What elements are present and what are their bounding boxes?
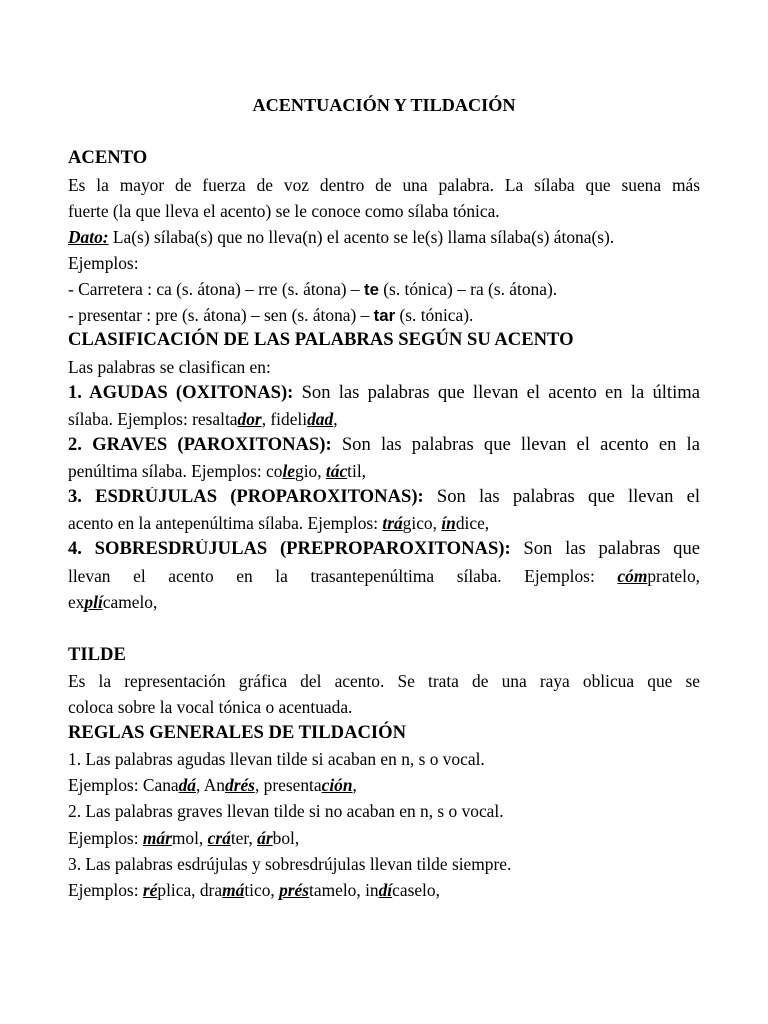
section-heading-tilde: TILDE — [68, 644, 126, 665]
section-heading-reglas: REGLAS GENERALES DE TILDACIÓN — [68, 722, 407, 743]
esdrujulas-label: 3. ESDRÚJULAS (PROPAROXITONAS): — [68, 487, 424, 507]
graves-line-1 — [68, 435, 700, 455]
agudas-text: Son las palabras que llevan el acento en la última — [293, 383, 700, 403]
dato-label: Dato: — [68, 227, 109, 247]
rule-1-examples — [68, 775, 357, 795]
tonic-syllable: tar — [373, 306, 396, 325]
sobresdrujulas-line-3 — [68, 592, 157, 612]
tilde-definition-line-2: coloca sobre la vocal tónica o acentuada. — [68, 697, 353, 717]
agudas-line-1 — [68, 383, 700, 403]
sobresdrujulas-text: Son las palabras que — [510, 539, 700, 559]
rule-2: 2. Las palabras graves llevan tilde si no acaban en n, s o vocal. — [68, 801, 504, 821]
tonic-syllable: ár — [257, 828, 273, 848]
rule-3-examples — [68, 880, 440, 900]
rule-example-text: , — [352, 775, 357, 795]
tonic-syllable: ín — [441, 513, 456, 533]
rule-example-text: tico, — [244, 880, 280, 900]
tilde-definition-line-1: Es la representación gráfica del acento. Se trata de una raya oblicua que se — [68, 671, 700, 691]
graves-label: 2. GRAVES (PAROXITONAS): — [68, 435, 332, 455]
sobresdrujulas-text: llevan el acento en la trasantepenúltima sílaba. Ejemplos: — [68, 566, 618, 586]
tonic-syllable: te — [363, 280, 379, 299]
dato-text: La(s) sílaba(s) que no lleva(n) el acento se le(s) llama sílaba(s) átona(s). — [108, 227, 615, 247]
example-text: - presentar : pre (s. átona) – sen (s. átona) – — [68, 305, 374, 325]
tonic-syllable: drés — [225, 775, 255, 795]
clasificacion-intro: Las palabras se clasifican en: — [68, 357, 271, 377]
rule-example-text: Ejemplos: Cana — [68, 775, 179, 795]
agudas-text: , — [333, 409, 338, 429]
dato-note — [68, 227, 614, 247]
agudas-label: 1. AGUDAS (OXITONAS): — [68, 383, 294, 403]
agudas-line-2 — [68, 409, 338, 429]
esdrujulas-text: gico, — [402, 513, 442, 533]
sobresdrujulas-text: ex — [68, 592, 85, 612]
tonic-syllable: dor — [237, 409, 262, 429]
tonic-syllable: prés — [279, 880, 310, 900]
sobresdrujulas-label: 4. SOBRESDRÚJULAS (PREPROPAROXITONAS): — [68, 539, 511, 559]
section-heading-acento: ACENTO — [68, 147, 148, 168]
rule-1: 1. Las palabras agudas llevan tilde si acaban en n, s o vocal. — [68, 749, 485, 769]
tonic-syllable: má — [222, 880, 245, 900]
tonic-syllable: dá — [178, 775, 196, 795]
rule-example-text: mol, — [171, 828, 208, 848]
rule-3: 3. Las palabras esdrújulas y sobresdrújulas llevan tilde siempre. — [68, 854, 512, 874]
tonic-syllable: ción — [321, 775, 353, 795]
sobresdrujulas-line-1 — [68, 539, 700, 559]
tonic-syllable: crá — [207, 828, 231, 848]
agudas-text: , fideli — [261, 409, 308, 429]
example-text: (s. tónica) – ra (s. átona). — [378, 279, 558, 299]
example-text: - Carretera : ca (s. átona) – rre (s. átona) – — [68, 279, 364, 299]
page-title: ACENTUACIÓN Y TILDACIÓN — [252, 95, 516, 115]
sobresdrujulas-line-2 — [68, 566, 700, 586]
esdrujulas-text: acento en la antepenúltima sílaba. Ejemplos: — [68, 513, 383, 533]
esdrujulas-line-2 — [68, 513, 489, 533]
rule-example-text: plica, dra — [157, 880, 223, 900]
section-heading-clasificacion: CLASIFICACIÓN DE LAS PALABRAS SEGÚN SU ACENTO — [68, 329, 574, 350]
tonic-syllable: trá — [382, 513, 403, 533]
sobresdrujulas-text: pratelo, — [647, 566, 700, 586]
agudas-text: sílaba. Ejemplos: resalta — [68, 409, 238, 429]
esdrujulas-line-1 — [68, 487, 700, 507]
graves-text: Son las palabras que llevan el acento en la — [331, 435, 700, 455]
rule-example-text: bol, — [272, 828, 300, 848]
graves-text: til, — [347, 461, 367, 481]
tonic-syllable: ré — [142, 880, 158, 900]
rule-example-text: tamelo, in — [309, 880, 379, 900]
acento-definition-line-2: fuerte (la que lleva el acento) se le conoce como sílaba tónica. — [68, 201, 500, 221]
tonic-syllable: cóm — [617, 566, 648, 586]
ejemplos-label: Ejemplos: — [68, 253, 139, 273]
tonic-syllable: már — [142, 828, 172, 848]
rule-example-text: , An — [196, 775, 225, 795]
sobresdrujulas-text: camelo, — [102, 592, 158, 612]
rule-2-examples — [68, 828, 299, 848]
tonic-syllable: dad — [307, 409, 334, 429]
rule-example-text: , presenta — [254, 775, 322, 795]
acento-definition-line-1: Es la mayor de fuerza de voz dentro de una palabra. La sílaba que suena más — [68, 175, 700, 195]
esdrujulas-text: dice, — [455, 513, 490, 533]
rule-example-text: Ejemplos: — [68, 880, 143, 900]
rule-example-text: caselo, — [392, 880, 440, 900]
example-carretera — [68, 279, 557, 300]
graves-line-2 — [68, 461, 366, 481]
graves-text: gio, — [295, 461, 326, 481]
tonic-syllable: plí — [84, 592, 103, 612]
rule-example-text: ter, — [230, 828, 258, 848]
example-text: (s. tónica). — [395, 305, 474, 325]
example-presentar — [68, 305, 473, 326]
tonic-syllable: le — [282, 461, 295, 481]
graves-text: penúltima sílaba. Ejemplos: co — [68, 461, 283, 481]
tonic-syllable: dí — [378, 880, 393, 900]
esdrujulas-text: Son las palabras que llevan el — [423, 487, 700, 507]
tonic-syllable: tác — [325, 461, 348, 481]
rule-example-text: Ejemplos: — [68, 828, 143, 848]
